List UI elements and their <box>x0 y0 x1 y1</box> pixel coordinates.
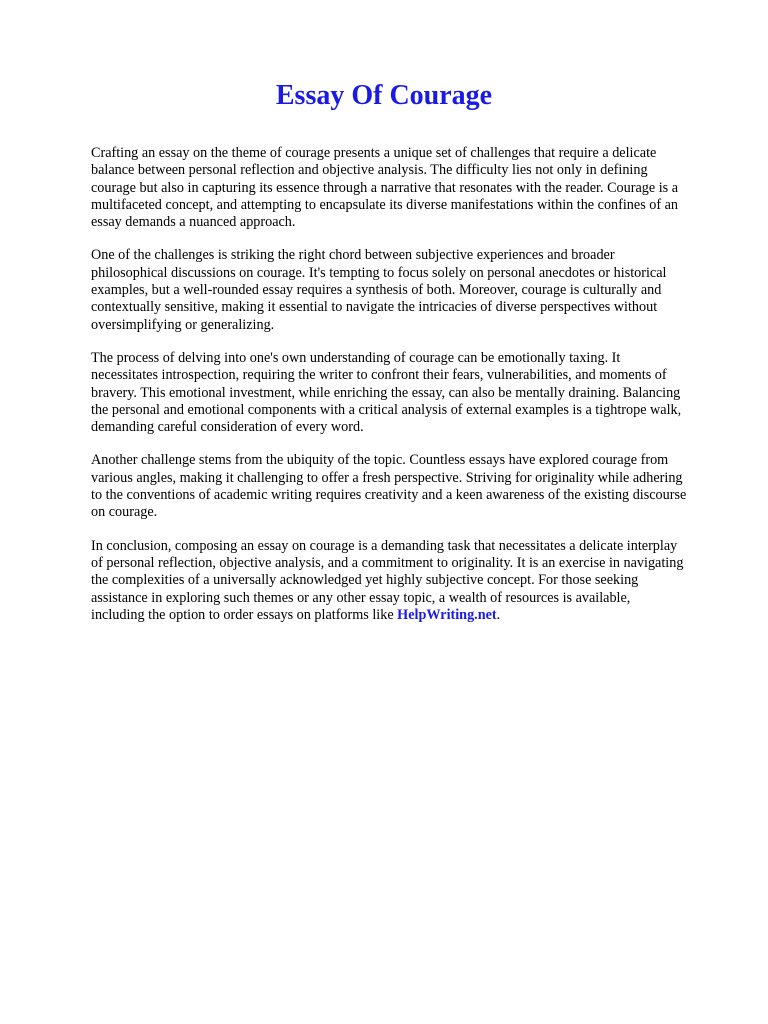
paragraph-2: One of the challenges is striking the right chord between subjective experiences and broader philosophical discussions on courage. It's tempting to focus solely on personal anecdotes or historical examples, but a well-rounded essay requires a synthesis of both. Moreover, courage is culturally and contextually sensitive, making it essential to navigate the intricacies of diverse perspectives without oversimplifying or generalizing. <box>91 247 667 333</box>
paragraph-4: Another challenge stems from the ubiquity of the topic. Countless essays have explored courage from various angles, making it challenging to offer a fresh perspective. Striving for originality while adhering to the conventions of academic writing requires creativity and a keen awareness of the existing discourse on courage. <box>91 452 687 521</box>
paragraph-conclusion <box>91 538 687 624</box>
conclusion-text: In conclusion, composing an essay on courage is a demanding task that necessitates a delicate interplay of personal reflection, objective analysis, and a commitment to originality. It is an exercise in navigating the complexities of a universally acknowledged yet highly subjective concept. For those seeking assistance in exploring such themes or any other essay topic, a wealth of resources is available, including the option to order essays on platforms like <box>91 537 684 623</box>
conclusion-period: . <box>496 606 501 623</box>
helpwriting-link[interactable]: HelpWriting.net <box>397 606 497 623</box>
paragraph-1: Crafting an essay on the theme of courage presents a unique set of challenges that require a delicate balance between personal reflection and objective analysis. The difficulty lies not only in defining courage but also in capturing its essence through a narrative that resonates with the reader. Courage is a multifaceted concept, and attempting to encapsulate its diverse manifestations within the confines of an essay demands a nuanced approach. <box>91 145 679 231</box>
essay-body <box>91 145 687 640</box>
page-title: Essay Of Courage <box>275 80 493 111</box>
paragraph-3: The process of delving into one's own understanding of courage can be emotionally taxing. It necessitates introspection, requiring the writer to confront their fears, vulnerabilities, and moments of bravery. This emotional investment, while enriching the essay, can also be mentally draining. Balancing the personal and emotional components with a critical analysis of external examples is a tightrope walk, demanding careful consideration of every word. <box>91 349 682 436</box>
